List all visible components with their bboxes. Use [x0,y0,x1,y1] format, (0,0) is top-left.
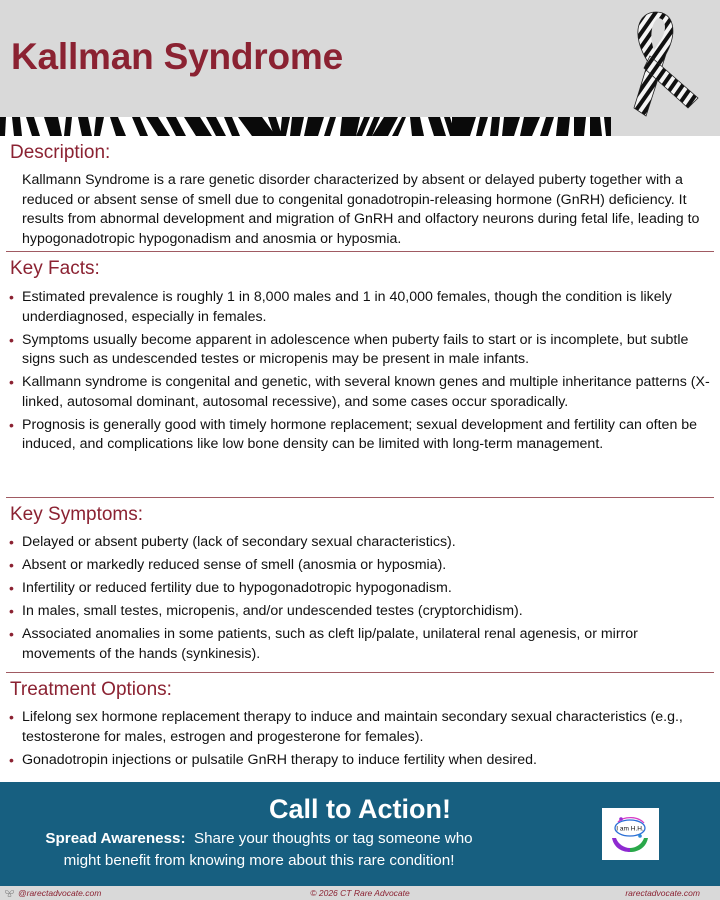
section-divider [6,672,714,673]
bullet-icon: • [9,751,14,768]
bullet-icon: • [9,289,14,305]
footer-website-link[interactable]: rarectadvocate.com [625,888,700,898]
list-item [0,331,712,370]
header-banner [0,0,720,136]
list-item [0,751,712,771]
bullet-icon: • [9,331,14,348]
symptom-text: Delayed or absent puberty (lack of secondary sexual characteristics). [22,534,456,550]
logo-text: I am H.H. [616,825,644,833]
description-heading: Description: [10,142,111,163]
zebra-ribbon-icon [620,4,710,132]
key-fact-text: Symptoms usually become apparent in adolescence when puberty fails to start or is incomplete, but subtle signs such as undescended testes or micropenis may be present in male infants. [22,331,689,367]
symptom-text: In males, small testes, micropenis, and/or undescended testes (cryptorchidism). [22,603,523,619]
footer [0,886,720,900]
footer-social-handle: @rarectadvocate.com [18,888,102,898]
description-text: Kallmann Syndrome is a rare genetic disorder characterized by absent or delayed puberty together with a reduced or absent sense of smell due to congenital gonadotropin-releasing hormone (GnRH) deficiency. It results from abnormal development and migration of GnRH and olfactory neurons during fetal life, leading to hypogonadotropic hypogonadism and anosmia or hyposmia. [22,172,700,247]
list-item [0,579,712,599]
cta-text [14,828,504,872]
treatment-list [0,708,712,774]
key-symptoms-heading: Key Symptoms: [10,504,144,525]
section-divider [6,497,714,498]
cta-text-line2: might benefit from knowing more about this rare condition! [63,852,455,869]
bullet-icon: • [9,374,14,390]
symptom-text: Associated anomalies in some patients, such as cleft lip/palate, unilateral renal agenesis, or mirror movements of the hands (synkinesis). [22,626,638,662]
key-fact-text: Estimated prevalence is roughly 1 in 8,000 males and 1 in 40,000 females, though the condition is likely underdiagnosed, especially in females. [22,289,672,325]
bullet-icon: • [9,626,14,642]
list-item [0,373,712,412]
list-item [0,708,712,747]
page-title: Kallman Syndrome [11,36,343,77]
treatment-heading: Treatment Options: [10,679,172,700]
cta-title-text: Call to Action! [269,794,451,824]
key-facts-heading: Key Facts: [10,258,100,279]
key-facts-list [0,288,712,458]
list-item [0,625,712,664]
section-divider [6,251,714,252]
cta-label: Spread Awareness: [45,830,186,847]
treatment-text: Gonadotropin injections or pulsatile GnRH therapy to induce fertility when desired. [22,751,537,768]
list-item [0,602,712,622]
iamhh-logo [602,808,659,860]
key-fact-text: Kallmann syndrome is congenital and genetic, with several known genes and multiple inheritance patterns (X-linked, autosomal dominant, autosomal recessive), and some cases occur sporadically. [22,374,710,410]
bullet-icon: • [9,709,14,725]
symptom-text: Infertility or reduced fertility due to hypogonadotropic hypogonadism. [22,580,452,596]
key-fact-text: Prognosis is generally good with timely hormone replacement; sexual development and fertility can often be induced, and complications like low bone density can be limited with long-term management. [22,416,698,452]
list-item [0,416,712,455]
key-symptoms-list [0,533,712,668]
symptom-text: Absent or markedly reduced sense of smell (anosmia or hyposmia). [22,557,447,573]
treatment-text: Lifelong sex hormone replacement therapy to induce and maintain secondary sexual characteristics (e.g., testosterone for males, estrogen and progesterone for females). [22,709,683,745]
bullet-icon: • [9,534,14,550]
list-item [0,288,712,327]
zebra-pattern-strip [0,117,611,136]
list-item [0,556,712,576]
bullet-icon: • [9,580,14,596]
bullet-icon: • [9,557,14,573]
cta-text-line1: Share your thoughts or tag someone who [193,830,473,847]
bullet-icon: • [9,603,14,619]
list-item [0,533,712,553]
footer-copyright: © 2026 CT Rare Advocate [310,888,410,898]
bullet-icon: • [9,416,14,433]
